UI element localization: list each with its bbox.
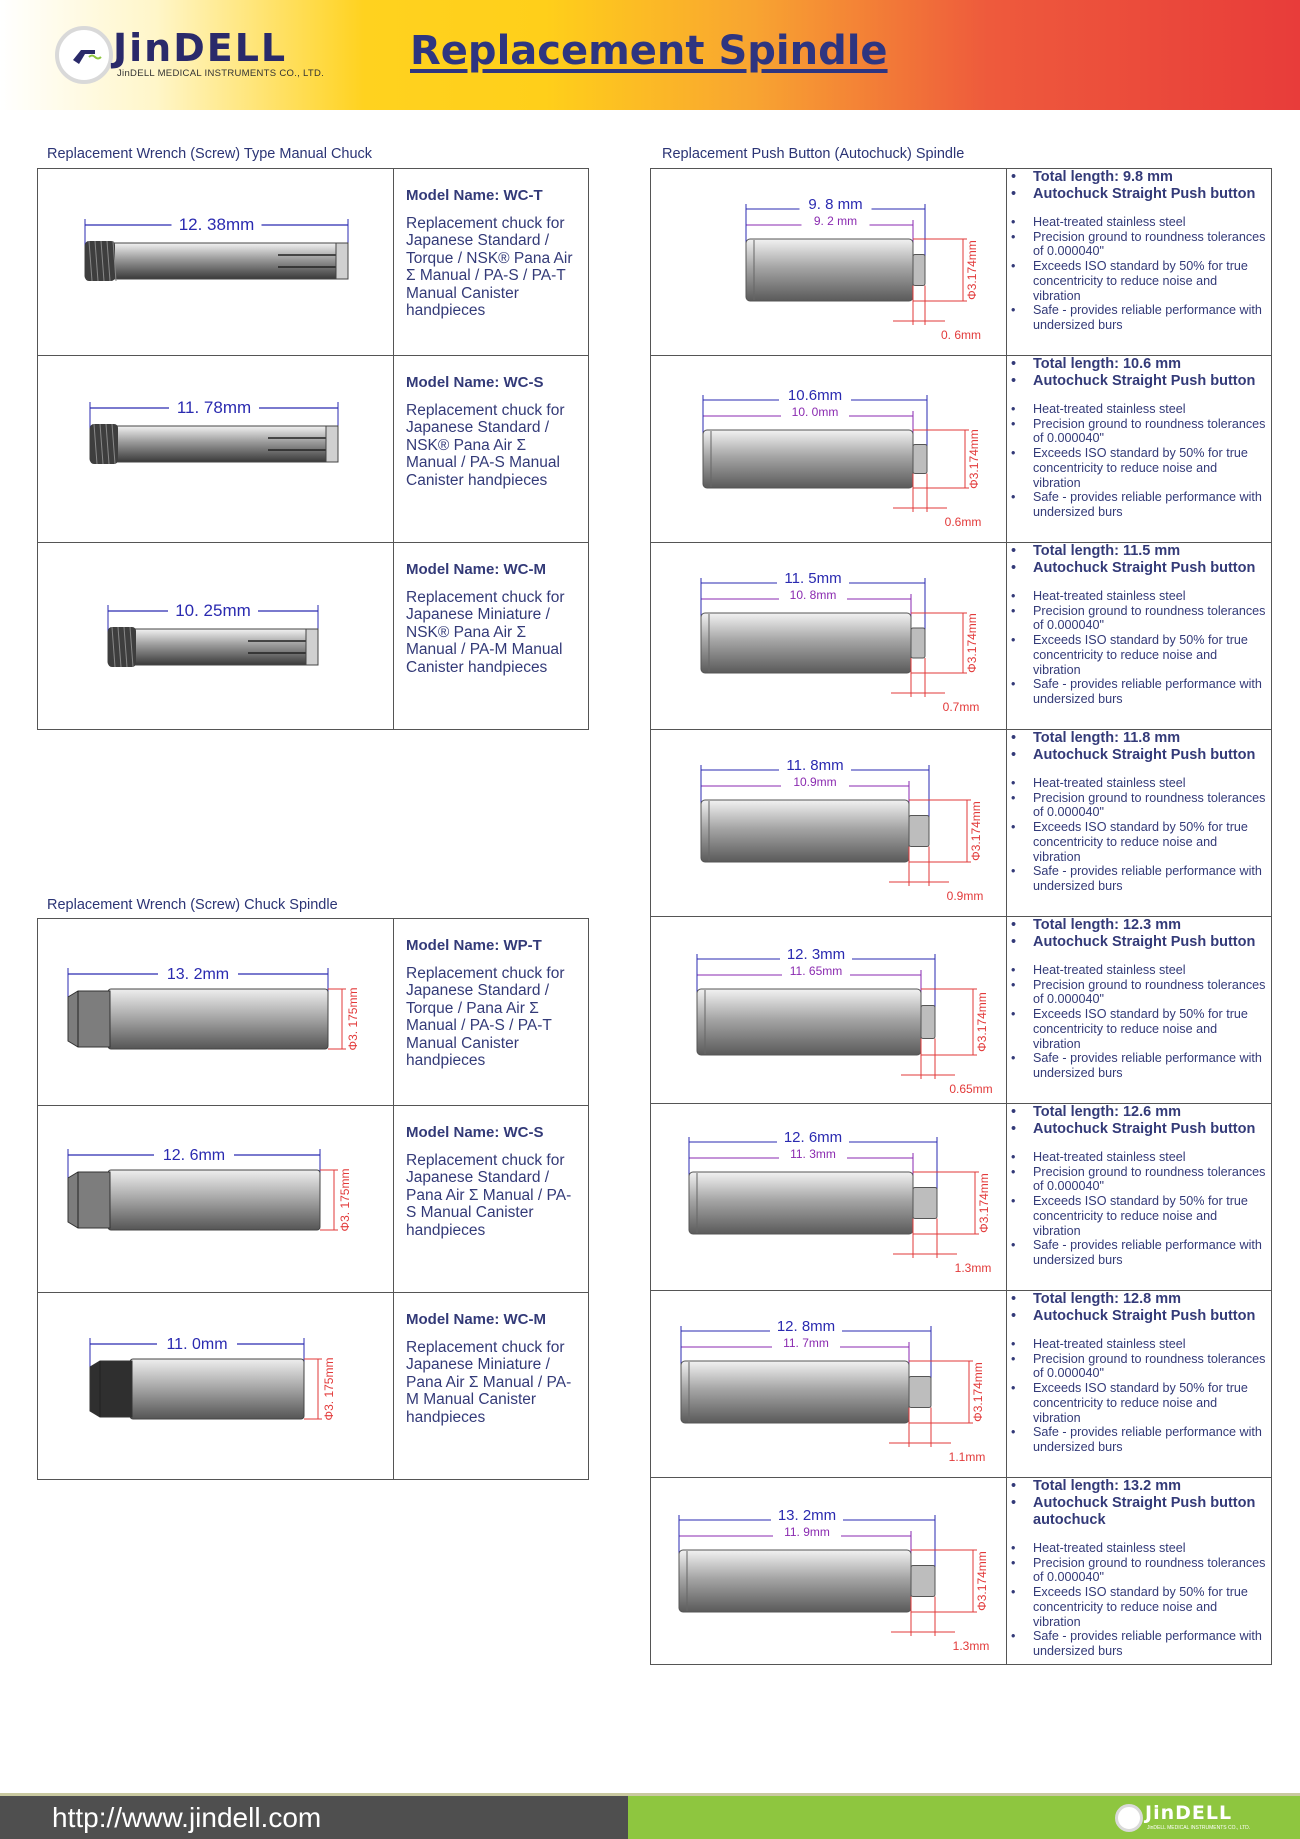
- table-row: [651, 1104, 1272, 1291]
- spindle-drawing: [38, 169, 394, 355]
- feature-item: • Heat-treated stainless steel: [1011, 776, 1268, 791]
- spindle-type: • Autochuck Straight Push button: [1011, 747, 1268, 764]
- page-title: Replacement Spindle: [410, 28, 888, 74]
- spindle-drawing: [651, 356, 1007, 542]
- total-length: • Total length: 9.8 mm: [1011, 169, 1268, 186]
- table-row: [38, 1293, 589, 1480]
- feature-item: • Safe - provides reliable performance with undersized burs: [1011, 1629, 1268, 1658]
- tip-dimension-label: 1.3mm: [952, 1639, 990, 1653]
- description-cell: [394, 1293, 588, 1426]
- spindle-drawing: [651, 730, 1007, 916]
- feature-item: • Exceeds ISO standard by 50% for true concentricity to reduce noise and vibration: [1011, 259, 1268, 303]
- table-row: [651, 1291, 1272, 1478]
- push-button-table: [650, 168, 1272, 1665]
- table-row: [38, 1106, 589, 1293]
- dimension-label: 12. 38mm: [178, 215, 255, 234]
- diameter-label: Φ3.174mm: [975, 992, 989, 1052]
- footer-bar: [0, 1796, 1300, 1839]
- spindle-body: [681, 1361, 909, 1423]
- body-dimension-label: 10.9mm: [793, 775, 837, 789]
- body-dimension-label: 9. 2 mm: [813, 214, 858, 228]
- diameter-label: Φ3.174mm: [969, 801, 983, 861]
- spindle-type: • Autochuck Straight Push button: [1011, 1308, 1268, 1325]
- feature-item: • Safe - provides reliable performance with undersized burs: [1011, 677, 1268, 706]
- model-description: Replacement chuck for Japanese Miniature / Pana Air Σ Manual / PA-M Manual Canister handpieces: [406, 1338, 572, 1426]
- total-dimension-label: 11. 8mm: [786, 757, 844, 774]
- section-title-wrench-chuck: Replacement Wrench (Screw) Type Manual Chuck: [47, 146, 373, 162]
- hex-end: [90, 1361, 132, 1417]
- model-name: Model Name: WP-T: [406, 937, 542, 954]
- tip-dimension-label: 0.7mm: [942, 700, 980, 714]
- chuck-body: [85, 243, 348, 279]
- total-length: • Total length: 10.6 mm: [1011, 356, 1268, 373]
- body-dimension-label: 11. 65mm: [789, 964, 843, 978]
- drawing-cell: [38, 169, 393, 355]
- spec-cell: [1007, 356, 1271, 520]
- feature-item: • Heat-treated stainless steel: [1011, 1541, 1268, 1556]
- push-button-tip: [913, 445, 927, 474]
- total-dimension-label: 12. 3mm: [786, 946, 846, 963]
- header-banner: [0, 0, 1300, 110]
- drawing-cell: [38, 543, 393, 729]
- model-name: Model Name: WC-S: [406, 374, 544, 391]
- drawing-cell: [651, 730, 1006, 916]
- spindle-body: [108, 1170, 320, 1230]
- body-dimension-label: 10. 0mm: [791, 405, 839, 419]
- total-dimension-label: 12. 8mm: [776, 1318, 836, 1335]
- spindle-drawing: [651, 543, 1007, 729]
- spec-cell: [1007, 169, 1271, 333]
- diameter-label: Φ3. 175mm: [346, 987, 360, 1051]
- spindle-type: • Autochuck Straight Push button: [1011, 1121, 1268, 1138]
- feature-item: • Safe - provides reliable performance with undersized burs: [1011, 490, 1268, 519]
- spec-cell: [1007, 1478, 1271, 1659]
- total-dimension-label: 12. 6mm: [783, 1129, 843, 1146]
- drawing-cell: [651, 1291, 1006, 1477]
- spindle-drawing: [38, 1106, 394, 1292]
- logo-subtitle: JinDELL MEDICAL INSTRUMENTS CO., LTD.: [117, 68, 325, 79]
- model-description: Replacement chuck for Japanese Standard / Torque / Pana Air Σ Manual / PA-S / PA-T Manual Canister handpieces: [406, 964, 565, 1069]
- table-row: [38, 919, 589, 1106]
- feature-item: • Heat-treated stainless steel: [1011, 589, 1268, 604]
- model-description: Replacement chuck for Japanese Standard / Pana Air Σ Manual / PA-S Manual Canister handpieces: [406, 1151, 572, 1239]
- diameter-label: Φ3.174mm: [977, 1173, 991, 1233]
- description-cell: [394, 543, 588, 676]
- diameter-label: Φ3. 175mm: [322, 1357, 336, 1421]
- table-row: [651, 730, 1272, 917]
- model-description: Replacement chuck for Japanese Standard / Torque / NSK® Pana Air Σ Manual / PA-S / PA-T Manual Canister handpieces: [406, 214, 573, 319]
- spindle-body: [130, 1359, 304, 1419]
- diameter-label: Φ3.174mm: [965, 613, 979, 673]
- spindle-drawing: [651, 1291, 1007, 1477]
- tip-dimension-label: 0.6mm: [944, 515, 982, 529]
- drawing-cell: [651, 1478, 1006, 1664]
- tip-dimension-label: 1.3mm: [954, 1261, 992, 1275]
- table-row: [651, 169, 1272, 356]
- model-name: Model Name: WC-S: [406, 1124, 544, 1141]
- spindle-body: [689, 1172, 913, 1234]
- spec-cell: [1007, 1104, 1271, 1268]
- drawing-cell: [38, 1106, 393, 1292]
- logo-emblem-icon: [55, 26, 113, 84]
- table-row: [651, 356, 1272, 543]
- feature-item: • Precision ground to roundness tolerances of 0.000040": [1011, 1352, 1268, 1381]
- feature-item: • Precision ground to roundness tolerances of 0.000040": [1011, 417, 1268, 446]
- spindle-drawing: [651, 917, 1007, 1103]
- diameter-label: Φ3.174mm: [967, 429, 981, 489]
- total-dimension-label: 13. 2mm: [777, 1507, 837, 1524]
- spindle-body: [701, 613, 911, 673]
- spindle-body: [746, 239, 913, 301]
- footer-logo-wordmark: JinDELL: [1145, 1802, 1233, 1824]
- spec-cell: [1007, 917, 1271, 1081]
- footer-logo-emblem-icon: [1115, 1804, 1143, 1832]
- feature-item: • Precision ground to roundness tolerances of 0.000040": [1011, 230, 1268, 259]
- drawing-cell: [38, 356, 393, 542]
- total-dimension-label: 9. 8 mm: [808, 196, 863, 213]
- footer-logo: [1115, 1802, 1275, 1834]
- wrench-chuck-table: [37, 168, 589, 730]
- spindle-body: [701, 800, 909, 862]
- dimension-label: 11. 0mm: [166, 1336, 228, 1353]
- feature-item: • Exceeds ISO standard by 50% for true concentricity to reduce noise and vibration: [1011, 1585, 1268, 1629]
- model-name: Model Name: WC-M: [406, 561, 546, 578]
- feature-item: • Precision ground to roundness tolerances of 0.000040": [1011, 1556, 1268, 1585]
- feature-item: • Safe - provides reliable performance with undersized burs: [1011, 303, 1268, 332]
- table-row: [38, 169, 589, 356]
- tip-dimension-label: 1.1mm: [948, 1450, 986, 1464]
- feature-item: • Heat-treated stainless steel: [1011, 215, 1268, 230]
- table-row: [38, 543, 589, 730]
- push-button-tip: [911, 1566, 935, 1597]
- push-button-tip: [909, 1377, 931, 1408]
- feature-item: • Exceeds ISO standard by 50% for true concentricity to reduce noise and vibration: [1011, 633, 1268, 677]
- table-row: [651, 1478, 1272, 1665]
- footer-url-panel: [0, 1796, 628, 1839]
- model-name: Model Name: WC-T: [406, 187, 543, 204]
- table-row: [651, 917, 1272, 1104]
- spindle-drawing: [38, 356, 394, 542]
- spindle-type: • Autochuck Straight Push button: [1011, 186, 1268, 203]
- feature-item: • Precision ground to roundness tolerances of 0.000040": [1011, 978, 1268, 1007]
- spec-cell: [1007, 1291, 1271, 1455]
- description-cell: [394, 919, 588, 1070]
- feature-item: • Heat-treated stainless steel: [1011, 1150, 1268, 1165]
- body-dimension-label: 11. 3mm: [790, 1147, 836, 1161]
- dimension-label: 12. 6mm: [162, 1147, 226, 1164]
- spindle-type: • Autochuck Straight Push button: [1011, 560, 1268, 577]
- feature-item: • Heat-treated stainless steel: [1011, 1337, 1268, 1352]
- spindle-drawing: [38, 919, 394, 1105]
- drawing-cell: [38, 919, 393, 1105]
- feature-item: • Heat-treated stainless steel: [1011, 402, 1268, 417]
- diameter-label: Φ3. 175mm: [338, 1168, 352, 1232]
- spindle-body: [703, 430, 913, 488]
- drawing-cell: [651, 543, 1006, 729]
- section-title-wrench-spindle: Replacement Wrench (Screw) Chuck Spindle: [47, 897, 338, 913]
- logo-wordmark: JinDELL: [113, 26, 288, 70]
- feature-item: • Precision ground to roundness tolerances of 0.000040": [1011, 604, 1268, 633]
- total-length: • Total length: 12.8 mm: [1011, 1291, 1268, 1308]
- feature-item: • Exceeds ISO standard by 50% for true concentricity to reduce noise and vibration: [1011, 1007, 1268, 1051]
- feature-item: • Exceeds ISO standard by 50% for true concentricity to reduce noise and vibration: [1011, 1194, 1268, 1238]
- company-logo: [55, 22, 375, 88]
- feature-item: • Exceeds ISO standard by 50% for true concentricity to reduce noise and vibration: [1011, 446, 1268, 490]
- body-dimension-label: 11. 7mm: [783, 1336, 829, 1350]
- description-cell: [394, 356, 588, 489]
- dimension-label: 13. 2mm: [166, 966, 230, 983]
- spindle-type: • Autochuck Straight Push button: [1011, 373, 1268, 390]
- model-description: Replacement chuck for Japanese Miniature / NSK® Pana Air Σ Manual / PA-M Manual Canister handpieces: [406, 588, 565, 676]
- spindle-type: • Autochuck Straight Push button autochuck: [1011, 1495, 1268, 1529]
- total-length: • Total length: 11.5 mm: [1011, 543, 1268, 560]
- spindle-drawing: [651, 1478, 1007, 1664]
- body-dimension-label: 10. 8mm: [789, 588, 837, 602]
- drawing-cell: [38, 1293, 393, 1479]
- total-length: • Total length: 13.2 mm: [1011, 1478, 1268, 1495]
- chuck-body: [90, 426, 338, 462]
- tip-dimension-label: 0. 6mm: [940, 328, 982, 342]
- description-cell: [394, 1106, 588, 1239]
- dimension-label: 11. 78mm: [176, 398, 252, 417]
- spindle-drawing: [651, 1104, 1007, 1290]
- feature-item: • Exceeds ISO standard by 50% for true concentricity to reduce noise and vibration: [1011, 1381, 1268, 1425]
- push-button-tip: [913, 1188, 937, 1219]
- total-dimension-label: 11. 5mm: [784, 570, 842, 587]
- feature-item: • Precision ground to roundness tolerances of 0.000040": [1011, 791, 1268, 820]
- spec-cell: [1007, 730, 1271, 894]
- diameter-label: Φ3.174mm: [971, 1362, 985, 1422]
- spindle-drawing: [651, 169, 1007, 355]
- feature-item: • Heat-treated stainless steel: [1011, 963, 1268, 978]
- spec-cell: [1007, 543, 1271, 707]
- table-row: [38, 356, 589, 543]
- drawing-cell: [651, 917, 1006, 1103]
- table-row: [651, 543, 1272, 730]
- model-description: Replacement chuck for Japanese Standard / NSK® Pana Air Σ Manual / PA-S Manual Canister handpieces: [406, 401, 565, 489]
- feature-item: • Safe - provides reliable performance with undersized burs: [1011, 1051, 1268, 1080]
- wrench-spindle-table: [37, 918, 589, 1480]
- drawing-cell: [651, 169, 1006, 355]
- spindle-type: • Autochuck Straight Push button: [1011, 934, 1268, 951]
- footer-website-link[interactable]: http://www.jindell.com: [52, 1802, 322, 1833]
- feature-item: • Exceeds ISO standard by 50% for true concentricity to reduce noise and vibration: [1011, 820, 1268, 864]
- description-cell: [394, 169, 588, 320]
- tip-dimension-label: 0.9mm: [946, 889, 984, 903]
- total-length: • Total length: 12.3 mm: [1011, 917, 1268, 934]
- total-length: • Total length: 12.6 mm: [1011, 1104, 1268, 1121]
- tip-dimension-label: 0.65mm: [949, 1082, 993, 1096]
- section-title-push-button: Replacement Push Button (Autochuck) Spindle: [662, 146, 965, 162]
- feature-item: • Precision ground to roundness tolerances of 0.000040": [1011, 1165, 1268, 1194]
- diameter-label: Φ3.174mm: [975, 1551, 989, 1611]
- spindle-drawing: [38, 1293, 394, 1479]
- hex-end: [68, 1172, 110, 1228]
- total-dimension-label: 10.6mm: [787, 387, 843, 404]
- push-button-tip: [909, 816, 929, 847]
- body-dimension-label: 11. 9mm: [784, 1525, 830, 1539]
- dimension-label: 10. 25mm: [175, 601, 251, 620]
- drawing-cell: [651, 356, 1006, 542]
- footer-logo-subtitle: JinDELL MEDICAL INSTRUMENTS CO., LTD.: [1147, 1825, 1251, 1831]
- diameter-label: Φ3.174mm: [965, 240, 979, 300]
- model-name: Model Name: WC-M: [406, 1311, 546, 1328]
- feature-item: • Safe - provides reliable performance with undersized burs: [1011, 864, 1268, 893]
- feature-item: • Safe - provides reliable performance with undersized burs: [1011, 1238, 1268, 1267]
- push-button-tip: [913, 255, 925, 286]
- feature-item: • Safe - provides reliable performance with undersized burs: [1011, 1425, 1268, 1454]
- spindle-body: [108, 989, 328, 1049]
- hex-end: [68, 991, 110, 1047]
- push-button-tip: [911, 628, 925, 658]
- spindle-body: [697, 989, 921, 1055]
- chuck-body: [108, 629, 318, 665]
- spindle-body: [679, 1550, 911, 1612]
- drawing-cell: [651, 1104, 1006, 1290]
- total-length: • Total length: 11.8 mm: [1011, 730, 1268, 747]
- push-button-tip: [921, 1006, 935, 1039]
- spindle-drawing: [38, 543, 394, 729]
